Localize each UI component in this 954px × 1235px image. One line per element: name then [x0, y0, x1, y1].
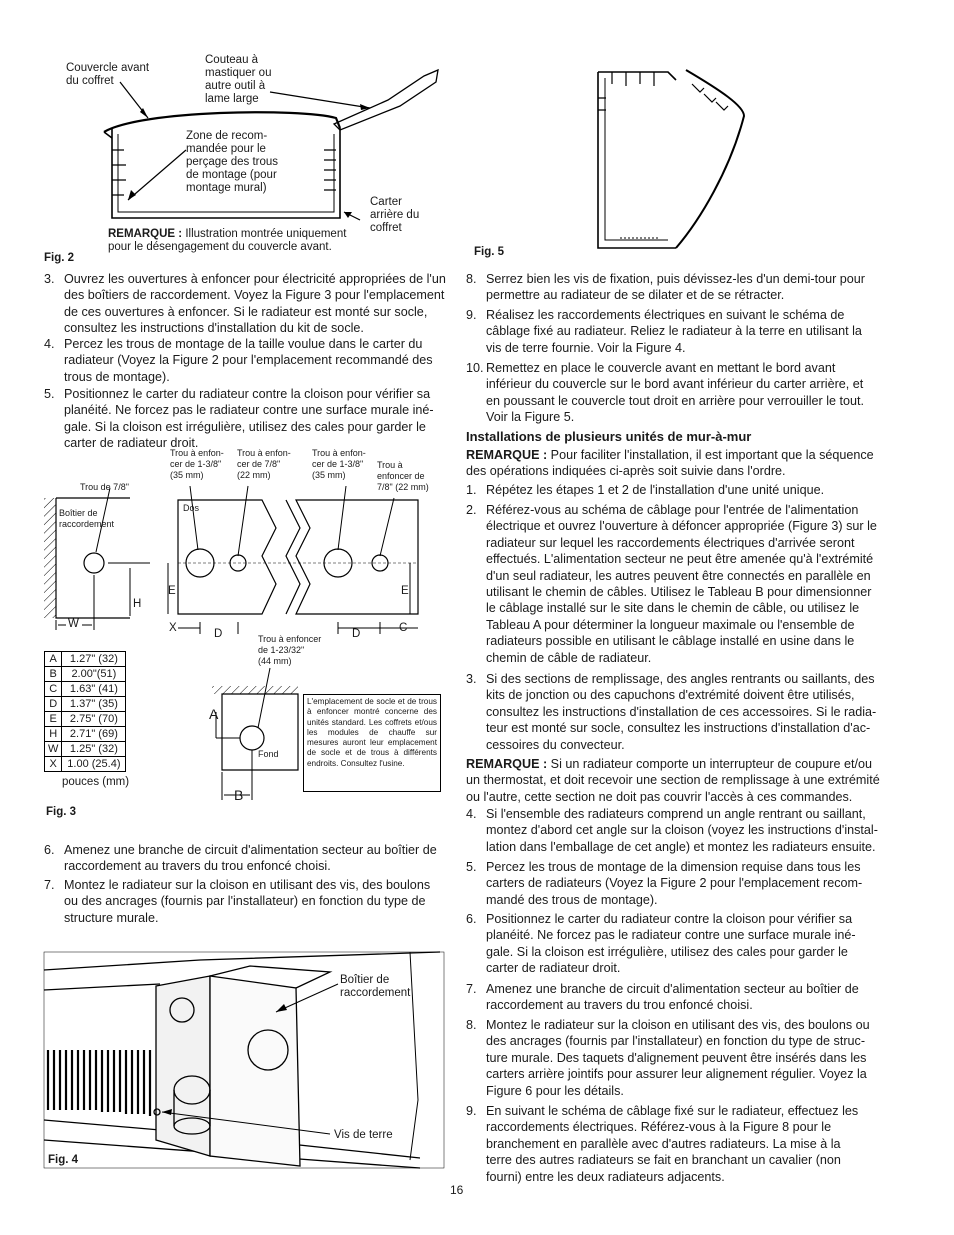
step-line: radiateur sur lequel les raccordements électriques d'arrivée seront [486, 535, 855, 550]
fig3-units: pouces (mm) [62, 776, 130, 788]
step-line: fourni) entre les deux radiateurs adjacents. [486, 1169, 725, 1184]
table-row [45, 742, 126, 757]
step-line: Ouvrez les ouvertures à enfoncer pour électricité appropriées de l'un [64, 272, 446, 286]
dim-letter-d1: D [214, 628, 223, 640]
table-cell-value: 1.25" (32) [62, 742, 126, 757]
step-line: raccordements électriques. Référez-vous à la Figure 8 pour le [486, 1120, 832, 1135]
step-line: ou des ancrages (fournis par l'installateur) en fonction du type de [64, 894, 426, 909]
fig3-note-box: L'emplacement de socle et de trous à enfoncer montré concerne des unités standard. Les coffrets et/ous les modules de chauffe sur mesures auront leur emplacement de socle et de trous à différents endroits. Consultez l'usine. [303, 694, 441, 792]
step-line: carters de radiateurs (Voyez la Figure 2 pour l'emplacement recom- [486, 876, 863, 891]
fig2-front-cover-label: Couvercle avant du coffret [66, 62, 150, 87]
fig2-note-label: REMARQUE : [108, 228, 183, 240]
table-row [45, 652, 126, 667]
step-number: 4. [466, 807, 477, 821]
fig5-caption: Fig. 5 [474, 246, 505, 258]
step-line: inférieur du couvercle sur le bord avant inférieur du carter arrière, et [486, 377, 864, 392]
step-line: Répétez les étapes 1 et 2 de l'installation d'une unité unique. [486, 483, 825, 497]
table-cell-value: 1.37" (35) [62, 697, 126, 712]
table-cell-value: 1.00 (25.4) [62, 757, 126, 772]
table-cell-key: W [45, 742, 62, 757]
dim-letter-c: C [399, 622, 408, 634]
table-cell-key: E [45, 712, 62, 727]
remark-line: ou l'autre, cette section ne doit pas couvrir l'accès à ces commandes. [466, 789, 853, 804]
step-line: d'un seul radiateur, les autres peuvent être connectés en parallèle en [486, 568, 871, 583]
step-line: câblage fixé au radiateur. Reliez le radiateur à la terre en utilisant la [486, 324, 862, 339]
step-line: Percez les trous de montage de la dimension requise dans tous les [486, 860, 861, 874]
step-line: le câblage installé sur le site dans le chemin de câble, ou utilisez le [486, 601, 860, 616]
step-line: Figure 6 pour les détails. [486, 1083, 624, 1098]
remark-label: REMARQUE : [466, 448, 548, 462]
step-line: Positionnez le carter du radiateur contre la cloison pour vérifier sa [486, 912, 853, 926]
remark-1 [466, 447, 886, 480]
fig4-ground-screw-label: Vis de terre [334, 1129, 393, 1141]
dim-letter-h: H [133, 598, 142, 610]
step-number: 1. [466, 483, 477, 497]
dim-letter-b: B [234, 787, 244, 803]
fig3-fond-label: Fond [258, 749, 279, 759]
step-number: 3. [44, 272, 55, 286]
fig3-knock2: Trou à enfon- cer de 7/8" (22 mm) [237, 448, 291, 480]
step-line: de ces ouvertures à enfoncer. Si le radiateur est monté sur socle, [64, 304, 428, 319]
table-row [45, 667, 126, 682]
table-cell-value: 2.71" (69) [62, 727, 126, 742]
step-line: permettre au radiateur de se dilater et de se rétracter. [486, 288, 785, 303]
step-line: terre des autres radiateurs se fait en branchant un cavalier (non [486, 1153, 841, 1168]
step-line: structure murale. [64, 910, 159, 925]
step-number: 8. [466, 272, 477, 286]
step-line: raccordement au travers du trou enfoncé choisi. [486, 998, 753, 1013]
table-row [45, 757, 126, 772]
step-line: ture murale. Des taquets d'alignement peuvent être insérés dans les [486, 1050, 867, 1065]
table-cell-key: B [45, 667, 62, 682]
step-line: carter de radiateur droit. [486, 961, 621, 976]
figure-5-drawing [0, 0, 954, 260]
table-cell-key: A [45, 652, 62, 667]
step-line: consultez les instructions d'installation du kit de socle. [64, 321, 364, 336]
table-cell-value: 1.63" (41) [62, 682, 126, 697]
dim-letter-d2: D [352, 628, 361, 640]
step-number: 9. [466, 308, 477, 322]
dim-letter-e2: E [401, 585, 409, 597]
step-line: carter de radiateur droit. [64, 436, 199, 451]
step-line: Amenez une branche de circuit d'alimentation secteur au boîtier de [486, 982, 859, 996]
dim-letter-e1: E [168, 585, 176, 597]
step-number: 2. [466, 503, 477, 517]
dim-letter-w: W [68, 618, 79, 630]
step-line: montez d'abord cet angle sur la cloison (voyez les instructions d'instal- [486, 823, 878, 838]
step-line: consultez les instructions d'installation de ces accessoires. Si le radia- [486, 704, 877, 719]
step-line: Si l'ensemble des radiateurs comprend un angle rentrant ou saillant, [486, 807, 866, 821]
fig3-caption: Fig. 3 [46, 806, 77, 818]
step-number: 9. [466, 1104, 477, 1118]
remark-label: REMARQUE : [466, 757, 548, 771]
table-cell-value: 2.75" (70) [62, 712, 126, 727]
fig2-back-label: Carter arrière du coffret [370, 196, 420, 234]
fig4-junction-label: Boîtier de raccordement [340, 974, 411, 999]
step-line: En suivant le schéma de câblage fixé sur le radiateur, effectuez les [486, 1104, 859, 1118]
step-line: Réalisez les raccordements électriques en suivant le schéma de [486, 308, 845, 322]
dim-letter-x: X [169, 622, 177, 634]
page-number: 16 [450, 1183, 464, 1197]
table-row [45, 697, 126, 712]
fig2-note-text: Illustration montrée uniquement pour le désengagement du couvercle avant. [108, 228, 347, 253]
step-number: 5. [466, 860, 477, 874]
table-cell-key: X [45, 757, 62, 772]
step-number: 8. [466, 1018, 477, 1032]
step-line: gale. Si la cloison est irrégulière, utilisez des cales pour garder le [64, 419, 426, 434]
step-line: des boîtiers de raccordement. Voyez la Figure 3 pour l'emplacement [64, 288, 445, 303]
step-line: Référez-vous au schéma de câblage pour l'entrée de l'alimentation [486, 503, 859, 517]
step-line: Remettez en place le couvercle avant en mettant le bord avant [486, 361, 836, 375]
fig2-knife-label: Couteau à mastiquer ou autre outil à lame large [205, 54, 272, 105]
step-line: électrique et ouvrez l'ouverture à défoncer appropriée (Figure 3) sur le [486, 519, 877, 534]
step-number: 10. [466, 361, 484, 375]
step-line: Si des sections de remplissage, des angles rentrants ou saillants, des [486, 672, 875, 686]
fig2-caption: Fig. 2 [44, 252, 75, 264]
step-line: gale. Si la cloison est irrégulière, utilisez des cales pour garder le [486, 944, 848, 959]
step-line: planéité. Ne forcez pas le radiateur contre une surface murale iné- [486, 928, 856, 943]
remark-line: Si un radiateur comporte un interrupteur de coupure et/ou [547, 757, 873, 771]
step-line: branchement en parallèle avec d'autres radiateurs. La mise à la [486, 1136, 841, 1151]
step-line: mandé des trous de montage). [486, 892, 658, 907]
step-line: raccordement au travers du trou enfoncé choisi. [64, 859, 331, 874]
step-number: 6. [466, 912, 477, 926]
step-line: Montez le radiateur sur la cloison en utilisant des vis, des boulons ou [486, 1018, 870, 1032]
step-line: chemin de câble de radiateur. [486, 650, 652, 665]
step-number: 5. [44, 387, 55, 401]
step-line: Amenez une branche de circuit d'alimentation secteur au boîtier de [64, 843, 437, 857]
step-line: planéité. Ne forcez pas le radiateur contre une surface murale iné- [64, 403, 434, 418]
step-line: Montez le radiateur sur la cloison en utilisant des vis, des boulons [64, 878, 431, 892]
fig3-knock5: Trou à enfoncer de 1-23/32" (44 mm) [258, 634, 322, 666]
table-cell-value: 2.00"(51) [62, 667, 126, 682]
table-row [45, 727, 126, 742]
step-line: teur est monté sur socle, consultez les instructions d'installation d'ac- [486, 721, 871, 736]
table-cell-key: C [45, 682, 62, 697]
table-row [45, 712, 126, 727]
remark-2 [466, 756, 886, 805]
fig3-knock3: Trou à enfon- cer de 1-3/8" (35 mm) [312, 448, 366, 480]
step-line: des ancrages (fournis par l'installateur) en fonction du type de struc- [486, 1034, 866, 1049]
step-line: utilisant le chemin de câbles. Utilisez le Tableau B pour dimensionner [486, 585, 872, 600]
fig3-junction-label: Boîtier de raccordement [59, 508, 115, 529]
dim-letter-a: A [209, 706, 219, 722]
fig3-dos-label: Dos [183, 503, 200, 513]
step-number: 3. [466, 672, 477, 686]
remark-line: Pour faciliter l'installation, il est important que la séquence [547, 448, 874, 462]
step-line: en poussant le couvercle tout droit en arrière pour verrouiller le tout. [486, 393, 865, 408]
table-row [45, 682, 126, 697]
step-line: Positionnez le carter du radiateur contre la cloison pour vérifier sa [64, 387, 431, 401]
table-cell-value: 1.27" (32) [62, 652, 126, 667]
step-line: Voir la Figure 5. [486, 410, 575, 425]
table-cell-key: H [45, 727, 62, 742]
table-cell-key: D [45, 697, 62, 712]
section-heading: Installations de plusieurs unités de mur-à-mur [466, 429, 752, 444]
step-number: 6. [44, 843, 55, 857]
remark-line: des opérations indiquées ci-après soit suivie dans l'ordre. [466, 464, 786, 479]
step-number: 7. [466, 982, 477, 996]
step-line: vis de terre fournie. Voir la Figure 4. [486, 340, 686, 355]
step-line: cessoires du convecteur. [486, 737, 625, 752]
fig2-zone-label: Zone de recom- mandée pour le perçage des trous de montage (pour montage mural) [186, 130, 279, 194]
step-line: kits de jonction ou des capuchons d'extrémité doivent être utilisés, [486, 688, 855, 703]
step-number: 7. [44, 878, 55, 892]
step-line: trous de montage). [64, 369, 170, 384]
step-line: lation dans l'emballage de cet angle) et montez les radiateurs ensuite. [486, 839, 876, 854]
step-line: Serrez bien les vis de fixation, puis dévissez-les d'un demi-tour pour [486, 272, 865, 286]
dimension-table [44, 651, 126, 772]
step-line: radiateurs possible en utilisant le câblage installé en usine dans le [486, 634, 855, 649]
fig3-knock1: Trou à enfon- cer de 1-3/8" (35 mm) [170, 448, 224, 480]
step-line: Percez les trous de montage de la taille voulue dans le carter du [64, 337, 423, 351]
step-line: radiateur (Voyez la Figure 2 pour l'emplacement recommandé des [64, 353, 433, 368]
step-number: 4. [44, 337, 55, 351]
step-line: Tableau A pour déterminer la longueur maximale ou l'ensemble de [486, 617, 855, 632]
fig3-knock4: Trou à enfoncer de 7/8" (22 mm) [377, 460, 429, 492]
fig4-caption: Fig. 4 [48, 1154, 79, 1166]
remark-line: un thermostat, et doit recevoir une section de remplissage à une extrémité [466, 773, 880, 788]
step-line: effectués. L'alimentation secteur ne peut être amenée qu'à l'extrémité [486, 552, 874, 567]
step-line: carters arrière jointifs pour assurer leur alignement régulier. Voyez la [486, 1067, 867, 1082]
fig3-hole78-label: Trou de 7/8" [80, 482, 129, 492]
